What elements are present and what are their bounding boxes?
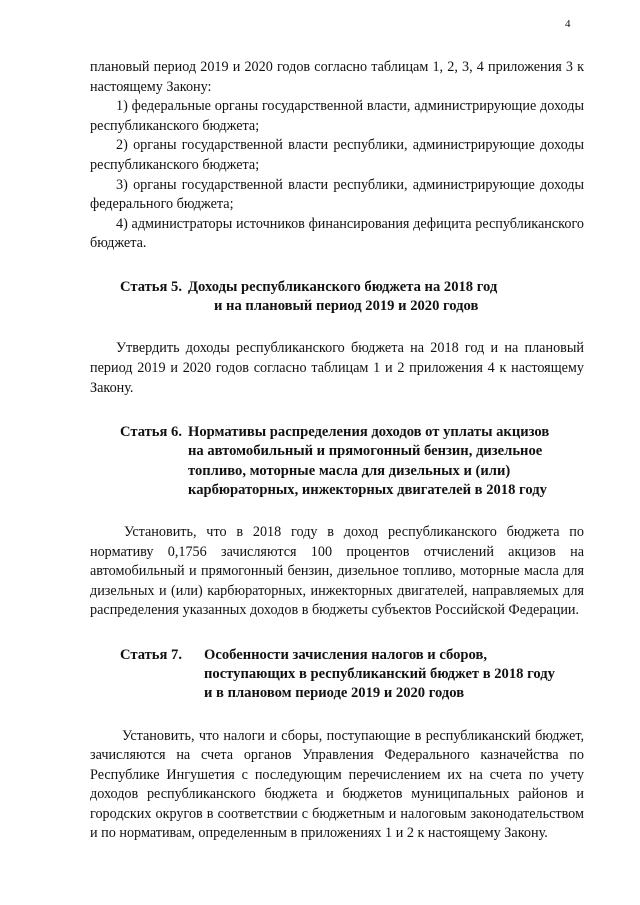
page-number: 4 xyxy=(565,18,571,30)
article-7-title-line-2: поступающих в республиканский бюджет в 2018 году xyxy=(204,666,555,683)
document-body xyxy=(90,58,584,844)
article-6-title-line-1: Нормативы распределения доходов от уплаты акцизов xyxy=(188,424,550,441)
article-6-number: Статья 6. xyxy=(120,424,182,441)
article-5-heading xyxy=(120,278,584,316)
intro-item-2: 2) органы государственной власти республики, администрирующие доходы республиканского бюджета; xyxy=(90,137,584,173)
article-6 xyxy=(90,423,584,621)
intro-item-3: 3) органы государственной власти республики, администрирующие доходы федерального бюджета; xyxy=(90,176,584,213)
article-6-heading xyxy=(120,423,584,500)
article-6-title-line-2: на автомобильный и прямогонный бензин, дизельное xyxy=(188,443,543,460)
article-5 xyxy=(90,278,584,398)
article-7-text: Установить, что налоги и сборы, поступающие в республиканский бюджет, зачисляются на счета органов Управления Федерального казначейства по Республике Ингушетия с последующим перечислением их на счета по учету доходов республиканского бюджета и бюджетов муниципальных районов и городских округов в соответствии с бюджетным и налоговым законодательством и по нормативам, определенным в приложениях 1 и 2 к настоящему Закону. xyxy=(90,727,584,842)
intro-item-4: 4) администраторы источников финансирования дефицита республиканского бюджета. xyxy=(90,215,584,252)
article-7-heading xyxy=(120,646,584,704)
article-5-number: Статья 5. xyxy=(120,278,182,295)
article-5-title-line-2: и на плановый период 2019 и 2020 годов xyxy=(214,298,479,315)
article-6-text: Установить, что в 2018 году в доход республиканского бюджета по нормативу 0,1756 зачисляются 100 процентов отчислений акцизов на автомобильный и прямогонный бензин, дизельное топливо, моторные масла для дизельных и (или) карбюраторных, инжекторных двигателей, направляемых для распределения указанных доходов в бюджеты субъектов Российской Федерации. xyxy=(90,523,584,619)
article-7-title-line-1: Особенности зачисления налогов и сборов, xyxy=(204,646,487,663)
article-5-title-line-1: Доходы республиканского бюджета на 2018 год xyxy=(188,278,498,295)
article-7-title-line-3: и в плановом периоде 2019 и 2020 годов xyxy=(204,685,465,702)
article-7 xyxy=(90,646,584,844)
article-6-title-line-4: карбюраторных, инжекторных двигателей в 2018 году xyxy=(188,481,547,498)
article-5-text: Утвердить доходы республиканского бюджета на 2018 год и на плановый период 2019 и 2020 годов согласно таблицам 1 и 2 приложения 4 к настоящему Закону. xyxy=(90,340,584,396)
intro-section xyxy=(90,58,584,254)
article-7-number: Статья 7. xyxy=(120,646,182,663)
intro-item-1: 1) федеральные органы государственной власти, администрирующие доходы республиканского бюджета; xyxy=(90,98,584,134)
intro-lead: плановый период 2019 и 2020 годов согласно таблицам 1, 2, 3, 4 приложения 3 к настоящему Закону: xyxy=(90,59,584,95)
article-6-title-line-3: топливо, моторные масла для дизельных и (или) xyxy=(188,462,511,479)
